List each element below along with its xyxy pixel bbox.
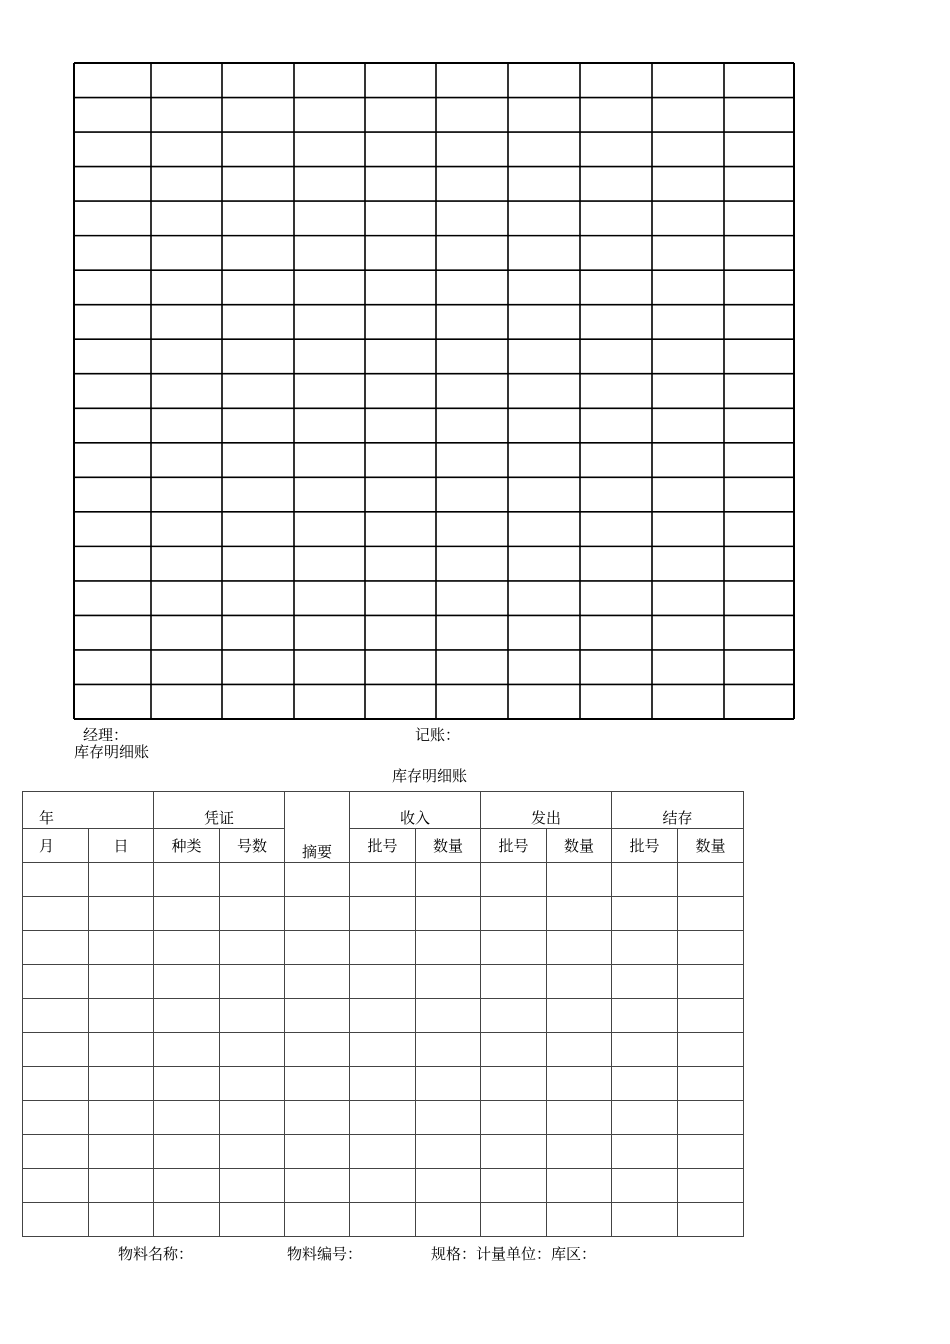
ledger-cell [547, 1203, 612, 1237]
ledger-cell [547, 1135, 612, 1169]
ledger-cell [23, 897, 89, 931]
ledger-cell [89, 965, 154, 999]
ledger-cell [285, 931, 350, 965]
ledger-cell [350, 1169, 416, 1203]
ledger-cell [89, 1101, 154, 1135]
ledger-title: 库存明细账 [392, 767, 468, 785]
ledger-cell [678, 897, 744, 931]
ledger-cell [481, 863, 547, 897]
ledger-cell [416, 999, 481, 1033]
ledger-header-top [23, 792, 744, 829]
ledger-cell [285, 1169, 350, 1203]
ledger-cell [547, 1101, 612, 1135]
header-receipt-qty: 数量 [416, 829, 481, 863]
ledger-cell [154, 1101, 220, 1135]
ledger-cell [154, 965, 220, 999]
ledger-cell [220, 897, 285, 931]
ledger-cell [481, 1169, 547, 1203]
ledger-cell [285, 1135, 350, 1169]
ledger-cell [154, 1203, 220, 1237]
header-issue: 发出 [481, 792, 612, 829]
ledger-cell [350, 1033, 416, 1067]
ledger-cell [220, 999, 285, 1033]
ledger-cell [678, 1169, 744, 1203]
ledger-cell [154, 931, 220, 965]
ledger-cell [481, 1203, 547, 1237]
ledger-cell [220, 1169, 285, 1203]
ledger-cell [154, 1067, 220, 1101]
ledger-cell [23, 931, 89, 965]
ledger-cell [547, 1169, 612, 1203]
ledger-cell [547, 999, 612, 1033]
ledger-cell [23, 1135, 89, 1169]
ledger-cell [547, 1033, 612, 1067]
table-row [23, 863, 744, 897]
ledger-cell [220, 1135, 285, 1169]
ledger-cell [350, 1101, 416, 1135]
ledger-cell [547, 931, 612, 965]
ledger-cell [23, 1067, 89, 1101]
ledger-cell [89, 1169, 154, 1203]
ledger-cell [481, 931, 547, 965]
ledger-cell [481, 897, 547, 931]
header-receipt: 收入 [350, 792, 481, 829]
header-voucher-type: 种类 [154, 829, 220, 863]
table-row [23, 965, 744, 999]
ledger-cell [678, 1101, 744, 1135]
table-row [23, 1033, 744, 1067]
ledger-cell [612, 897, 678, 931]
ledger-cell [481, 999, 547, 1033]
header-balance: 结存 [612, 792, 744, 829]
header-year: 年 [23, 792, 154, 829]
ledger-cell [481, 1067, 547, 1101]
ledger-cell [220, 1067, 285, 1101]
ledger-cell [612, 1169, 678, 1203]
ledger-cell [89, 1135, 154, 1169]
ledger-cell [23, 1101, 89, 1135]
ledger-cell [285, 897, 350, 931]
inventory-ledger-table [22, 791, 744, 1237]
ledger-cell [350, 1067, 416, 1101]
ledger-cell [285, 999, 350, 1033]
header-summary: 摘要 [285, 792, 350, 863]
table-row [23, 1101, 744, 1135]
ledger-cell [416, 1169, 481, 1203]
ledger-cell [547, 965, 612, 999]
ledger-cell [612, 931, 678, 965]
ledger-cell [350, 1203, 416, 1237]
ledger-cell [23, 1169, 89, 1203]
ledger-cell [612, 1203, 678, 1237]
ledger-cell [547, 863, 612, 897]
ledger-cell [612, 863, 678, 897]
ledger-cell [416, 1067, 481, 1101]
table-row [23, 999, 744, 1033]
ledger-cell [220, 1033, 285, 1067]
ledger-cell [678, 965, 744, 999]
ledger-cell [350, 931, 416, 965]
ledger-cell [416, 1135, 481, 1169]
ledger-cell [612, 965, 678, 999]
ledger-cell [350, 863, 416, 897]
ledger-cell [285, 1033, 350, 1067]
header-balance-qty: 数量 [678, 829, 744, 863]
ledger-cell [285, 863, 350, 897]
ledger-cell [416, 1033, 481, 1067]
ledger-cell [678, 863, 744, 897]
ledger-cell [678, 1033, 744, 1067]
ledger-cell [154, 999, 220, 1033]
ledger-cell [23, 1033, 89, 1067]
header-issue-qty: 数量 [547, 829, 612, 863]
ledger-cell [89, 999, 154, 1033]
ledger-cell [89, 1033, 154, 1067]
ledger-cell [678, 1203, 744, 1237]
ledger-cell [678, 1135, 744, 1169]
ledger-cell [350, 999, 416, 1033]
ledger-cell [416, 931, 481, 965]
table-row [23, 1067, 744, 1101]
ledger-cell [285, 1101, 350, 1135]
ledger-cell [220, 1203, 285, 1237]
ledger-cell [612, 999, 678, 1033]
ledger-cell [481, 1033, 547, 1067]
ledger-cell [350, 897, 416, 931]
ledger-cell [285, 965, 350, 999]
ledger-cell [612, 1101, 678, 1135]
table-row [23, 1169, 744, 1203]
header-issue-batch: 批号 [481, 829, 547, 863]
ledger-cell [678, 1067, 744, 1101]
ledger-cell [678, 999, 744, 1033]
header-balance-batch: 批号 [612, 829, 678, 863]
ledger-cell [416, 1203, 481, 1237]
ledger-cell [612, 1135, 678, 1169]
ledger-cell [612, 1067, 678, 1101]
ledger-cell [154, 1169, 220, 1203]
bookkeeper-label: 记账： [415, 726, 461, 744]
ledger-cell [285, 1067, 350, 1101]
ledger-cell [416, 1101, 481, 1135]
section-caption: 库存明细账 [74, 743, 150, 761]
header-month: 月 [23, 829, 89, 863]
ledger-cell [154, 863, 220, 897]
header-voucher-number: 号数 [220, 829, 285, 863]
ledger-cell [154, 897, 220, 931]
manager-label: 经理： [83, 726, 129, 744]
table-row [23, 897, 744, 931]
ledger-cell [285, 1203, 350, 1237]
ledger-cell [23, 965, 89, 999]
ledger-cell [416, 897, 481, 931]
header-voucher: 凭证 [154, 792, 285, 829]
ledger-cell [481, 965, 547, 999]
ledger-cell [89, 863, 154, 897]
ledger-cell [220, 965, 285, 999]
ledger-cell [481, 1101, 547, 1135]
ledger-cell [612, 1033, 678, 1067]
table-row [23, 931, 744, 965]
ledger-cell [481, 1135, 547, 1169]
ledger-header-sub [23, 829, 744, 863]
ledger-cell [678, 931, 744, 965]
ledger-cell [220, 931, 285, 965]
ledger-cell [416, 863, 481, 897]
ledger-cell [154, 1033, 220, 1067]
ledger-cell [23, 999, 89, 1033]
spec-unit-area-label: 规格：计量单位：库区： [431, 1245, 597, 1263]
ledger-cell [547, 897, 612, 931]
ledger-cell [350, 1135, 416, 1169]
ledger-cell [416, 965, 481, 999]
ledger-cell [350, 965, 416, 999]
ledger-cell [23, 1203, 89, 1237]
material-name-label: 物料名称： [118, 1245, 194, 1263]
ledger-cell [89, 897, 154, 931]
ledger-cell [220, 1101, 285, 1135]
table-row [23, 1135, 744, 1169]
ledger-cell [89, 931, 154, 965]
header-day: 日 [89, 829, 154, 863]
table-row [23, 1203, 744, 1237]
ledger-cell [220, 863, 285, 897]
material-code-label: 物料编号： [287, 1245, 363, 1263]
header-receipt-batch: 批号 [350, 829, 416, 863]
ledger-cell [89, 1067, 154, 1101]
ledger-cell [23, 863, 89, 897]
ledger-cell [547, 1067, 612, 1101]
ledger-cell [89, 1203, 154, 1237]
ledger-cell [154, 1135, 220, 1169]
